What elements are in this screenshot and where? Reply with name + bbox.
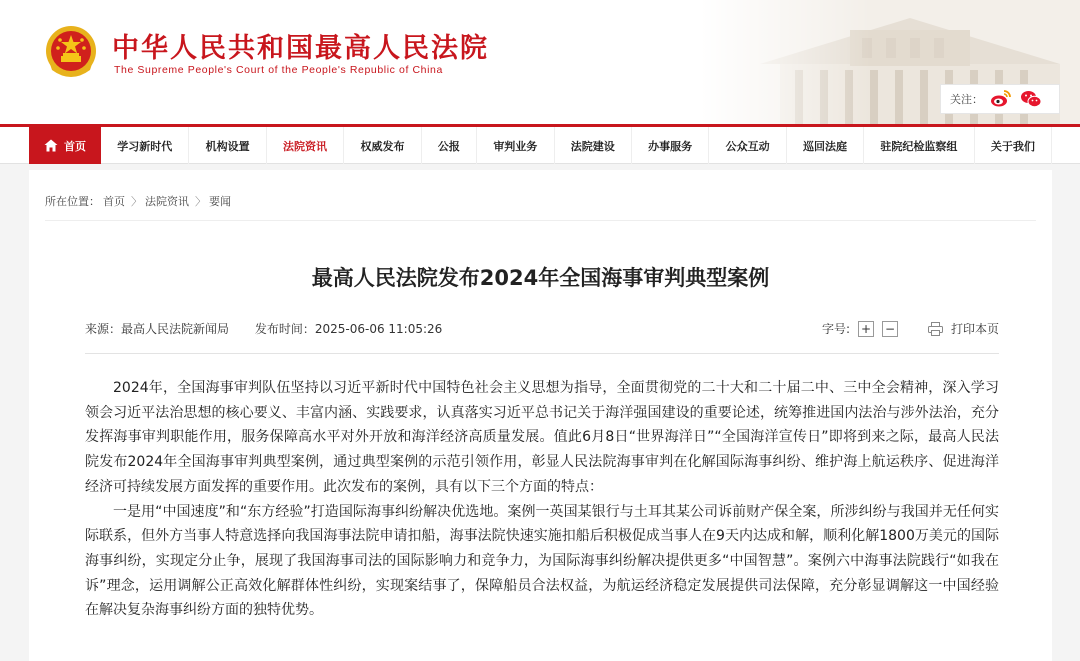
- font-decrease-button[interactable]: −: [882, 321, 898, 337]
- breadcrumb-item-2[interactable]: 要闻: [209, 195, 231, 208]
- printer-icon[interactable]: [928, 322, 943, 336]
- follow-label: 关注：: [950, 93, 983, 106]
- nav-item-0[interactable]: [29, 127, 101, 164]
- main-nav: [0, 124, 1080, 164]
- article-meta: [85, 320, 999, 340]
- article-body: [85, 376, 999, 623]
- nav-item-5[interactable]: [422, 127, 477, 164]
- nav-item-9[interactable]: [709, 127, 786, 164]
- nav-item-label: 公众互动: [725, 139, 770, 153]
- nav-item-label: 公报: [437, 139, 460, 153]
- print-page-link[interactable]: 打印本页: [950, 322, 999, 336]
- article-paragraph-0: 2024年，全国海事审判队伍坚持以习近平新时代中国特色社会主义思想为指导，全面贯彻党的二十大和二十届二中、三中全会精神，深入学习领会习近平法治思想的核心要义、丰富内涵、实践要求，认真落实习近平总书记关于海洋强国建设的重要论述，统筹推进国内法治与涉外法治，充分发挥海事审判职能作用，服务保障高水平对外开放和海洋经济高质量发展。值此6月8日“世界海洋日”“全国海洋宣传日”即将到来之际，最高人民法院发布2024年全国海事审判典型案例，通过典型案例的示范引领作用，彰显人民法院海事审判在化解国际海事纠纷、维护海上航运秩序、促进海洋经济可持续发展方面发挥的重要作用。此次发布的案例，具有以下三个方面的特点：: [85, 380, 999, 495]
- nav-item-11[interactable]: [864, 127, 974, 164]
- nav-item-label: 驻院纪检监察组: [880, 139, 958, 153]
- home-icon: [44, 139, 58, 152]
- nav-item-10[interactable]: [787, 127, 864, 164]
- nav-item-6[interactable]: [477, 127, 554, 164]
- article-card: [29, 170, 1052, 661]
- breadcrumb-prefix: 所在位置：: [45, 195, 100, 208]
- breadcrumb-separator: 〉: [195, 195, 206, 208]
- meta-info: [85, 320, 442, 337]
- font-size-label: 字号:: [821, 322, 850, 336]
- weibo-icon[interactable]: [989, 87, 1013, 111]
- nav-item-8[interactable]: [632, 127, 709, 164]
- nav-item-label: 机构设置: [205, 139, 250, 153]
- site-subtitle: The Supreme People's Court of the People's Republic of China: [114, 64, 443, 76]
- site-header: [0, 0, 1080, 124]
- national-emblem-icon: [44, 24, 98, 82]
- site-title: 中华人民共和国最高人民法院: [112, 33, 489, 64]
- article-title: 最高人民法院发布2024年全国海事审判典型案例: [311, 266, 770, 290]
- nav-item-label: 巡回法庭: [803, 139, 847, 153]
- nav-item-label: 首页: [64, 139, 86, 153]
- nav-item-4[interactable]: [344, 127, 421, 164]
- nav-item-label: 关于我们: [990, 139, 1035, 153]
- article-source: 来源：最高人民法院新闻局: [85, 322, 230, 336]
- nav-item-label: 法院资讯: [283, 139, 328, 153]
- nav-item-12[interactable]: [975, 127, 1052, 164]
- nav-item-label: 学习新时代: [117, 139, 173, 153]
- breadcrumb-separator: 〉: [131, 195, 142, 208]
- breadcrumb-divider: [45, 220, 1036, 221]
- wechat-icon[interactable]: [1019, 87, 1043, 111]
- breadcrumb-item-0[interactable]: 首页: [103, 195, 125, 208]
- article-publish-time: 发布时间：2025-06-06 11:05:26: [254, 322, 443, 336]
- nav-item-7[interactable]: [555, 127, 632, 164]
- meta-divider: [85, 353, 999, 354]
- nav-item-label: 法院建设: [570, 139, 615, 153]
- nav-item-1[interactable]: [101, 127, 189, 164]
- font-increase-button[interactable]: +: [858, 321, 874, 337]
- nav-item-3[interactable]: [267, 127, 344, 164]
- breadcrumb-item-1[interactable]: 法院资讯: [145, 195, 189, 208]
- follow-bar: [940, 84, 1060, 114]
- nav-item-2[interactable]: [189, 127, 266, 164]
- nav-list: [29, 127, 1052, 164]
- nav-item-label: 审判业务: [493, 139, 538, 153]
- article-paragraph-1: 一是用“中国速度”和“东方经验”打造国际海事纠纷解决优选地。案例一英国某银行与土耳其某公司诉前财产保全案，所涉纠纷与我国并无任何实际联系，但外方当事人特意选择向我国海事法院申请扣船，海事法院快速实施扣船后积极促成当事人在9天内达成和解，顺利化解1800万美元的国际海事纠纷，实现定分止争，展现了我国海事司法的国际影响力和竞争力，为国际海事纠纷解决提供更多“中国智慧”。案例六中海事法院践行“如我在诉”理念，运用调解公正高效化解群体性纠纷，实现案结事了，保障船员合法权益，为航运经济稳定发展提供司法保障，充分彰显调解这一中国经验在解决复杂海事纠纷方面的独特优势。: [85, 503, 999, 619]
- breadcrumb: [45, 193, 234, 209]
- nav-item-label: 权威发布: [360, 139, 405, 153]
- nav-item-label: 办事服务: [648, 139, 693, 153]
- meta-tools: [822, 320, 999, 337]
